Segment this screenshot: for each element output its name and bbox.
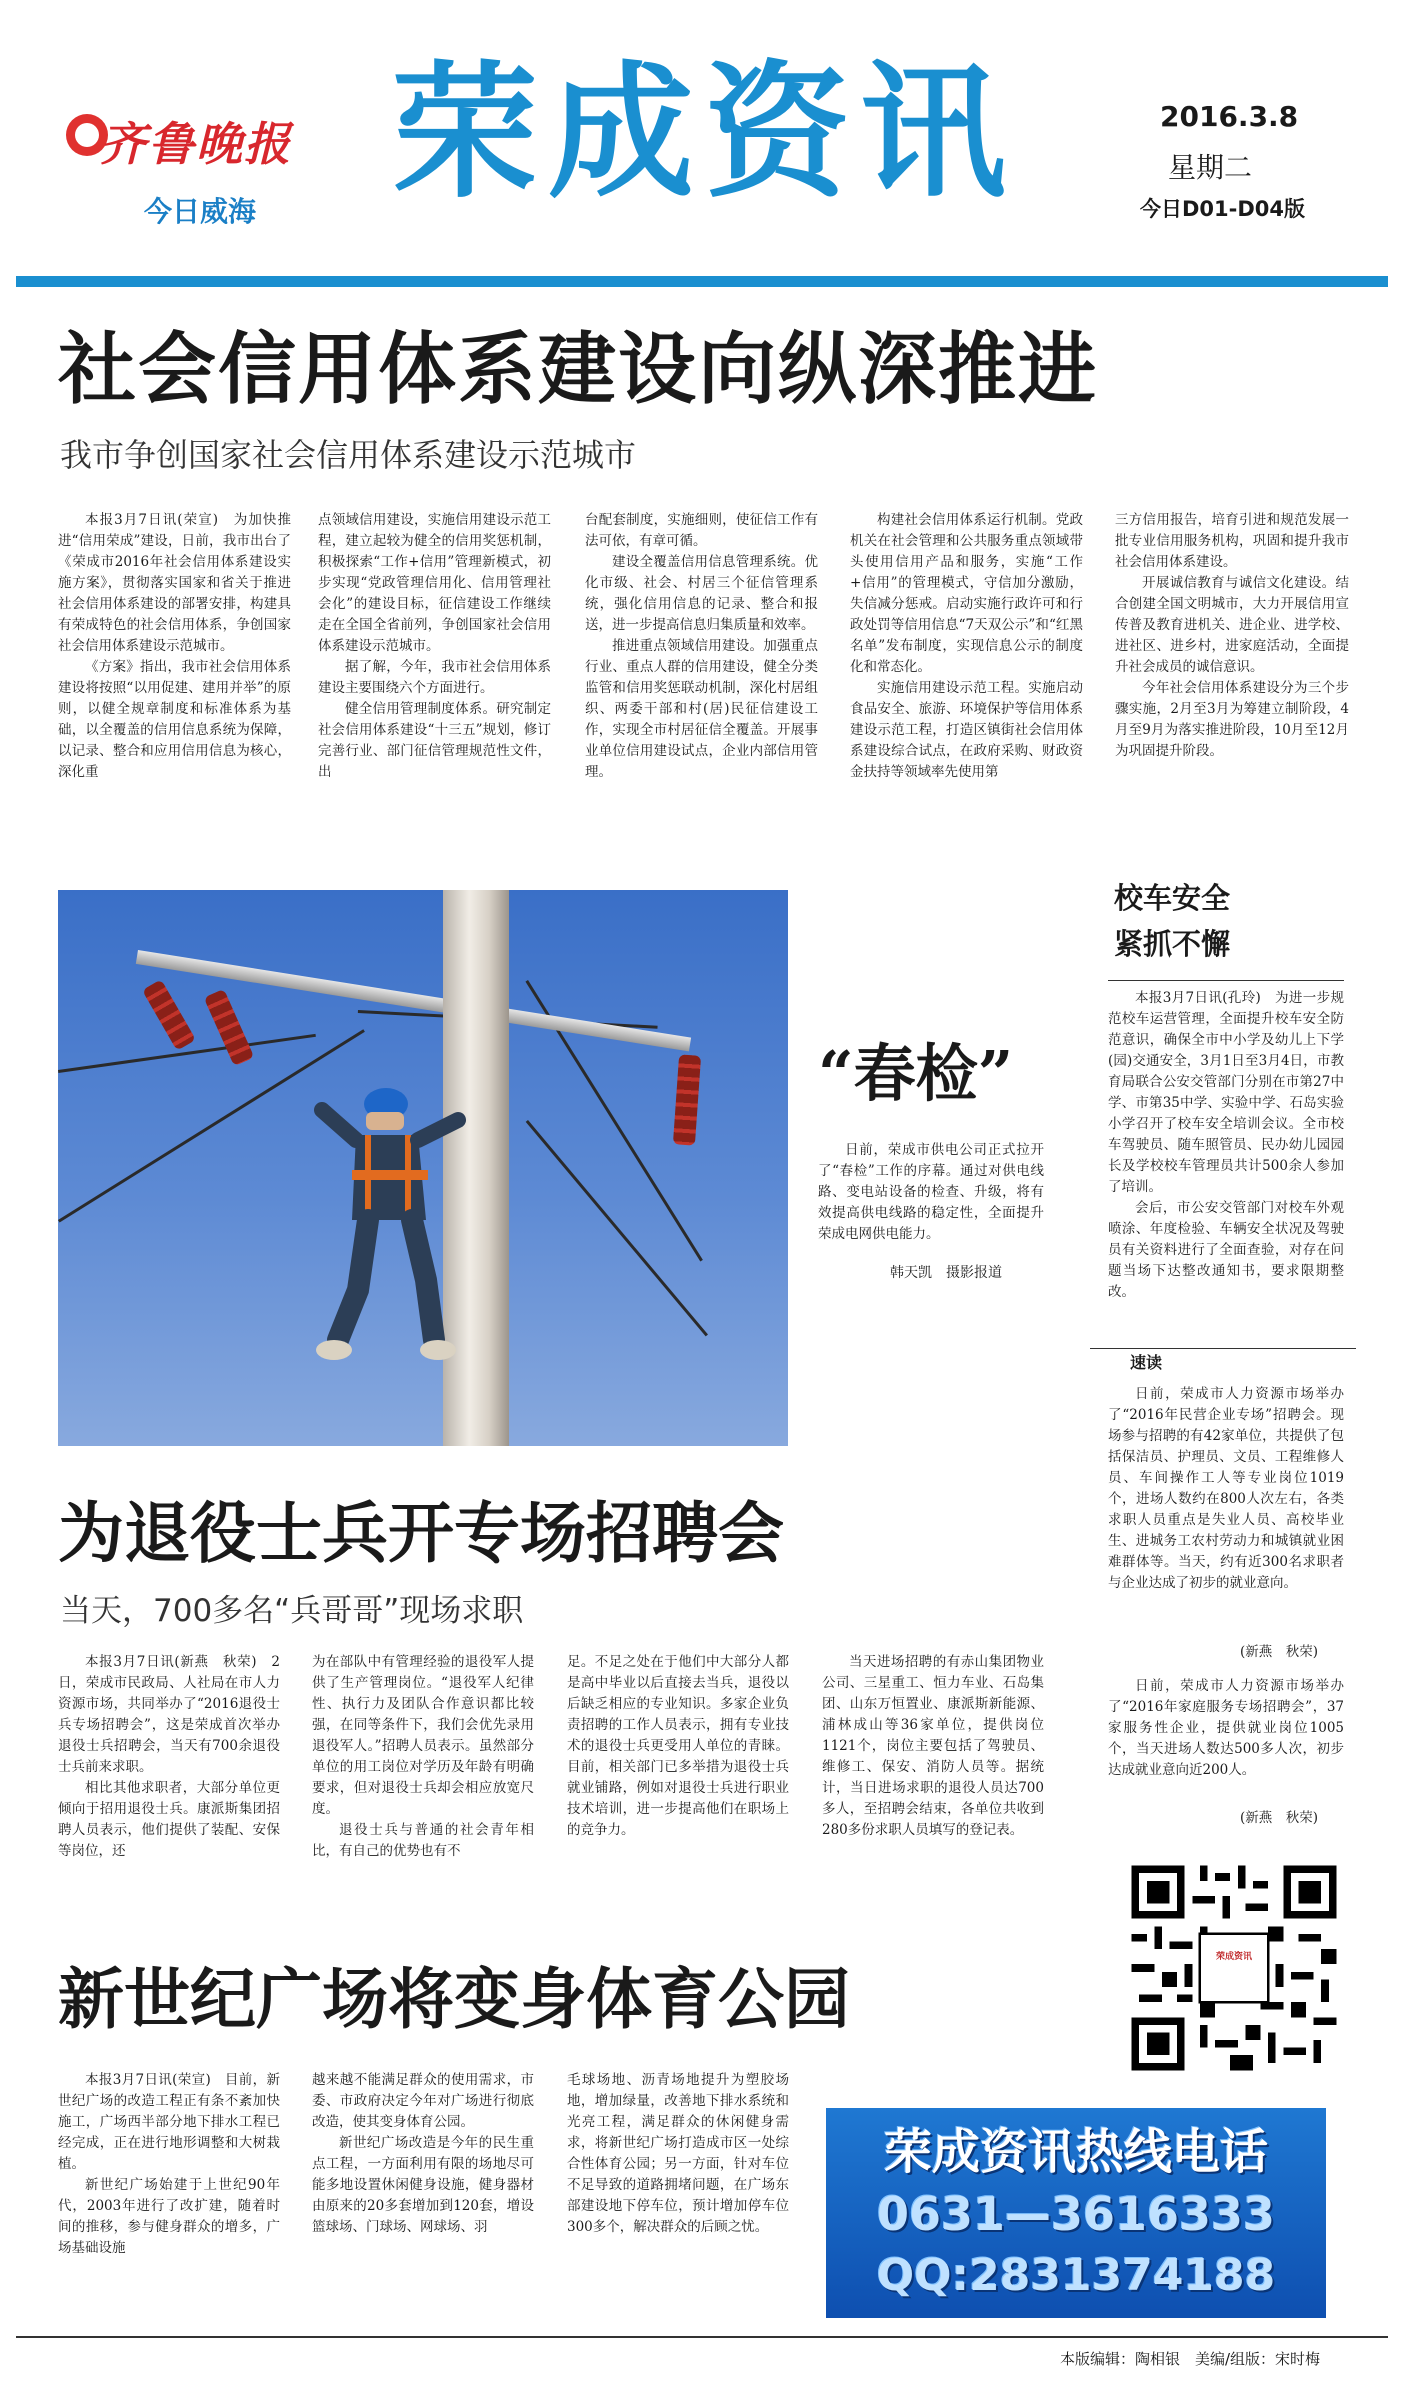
paragraph: 日前，荣成市人力资源市场举办了“2016年民营企业专场”招聘会。现场参与招聘的有42家单位，共提供了包括保洁员、护理员、文员、工程维修人员、车间操作工人等专业岗位1019个，进场人数约在800人次左右，各类求职人员重点是失业人员、高校毕业生、进城务工农村劳动力和城镇就业困难群体等。当天，约有近300名求职者与企业达成了初步的就业意向。 — [1108, 1386, 1344, 1591]
paragraph: 三方信用报告，培育引进和规范发展一批专业信用服务机构，巩固和提升我市社会信用体系建设。 — [1115, 512, 1349, 570]
brief-item-1 — [1108, 1384, 1344, 1594]
story1-column-4 — [850, 510, 1083, 835]
story3-column-3 — [567, 2070, 789, 2326]
brief-byline-2: (新燕 秋荣) — [1240, 1810, 1319, 1826]
paragraph: 足。不足之处在于他们中大部分人都是高中毕业以后直接去当兵，退役以后缺乏相应的专业知识。多家企业负责招聘的工作人员表示，拥有专业技术的退役士兵更受用人单位的青睐。目前，相关部门已多举措为退役士兵就业铺路，例如对退役士兵进行职业技术培训，进一步提高他们在职场上的竞争力。 — [567, 1654, 789, 1838]
footer-rule — [16, 2336, 1388, 2338]
brief-item-2 — [1108, 1676, 1344, 1781]
paragraph: 建设全覆盖信用信息管理系统。优化市级、社会、村居三个征信管理系统，强化信用信息的记录、整合和报送，进一步提高信息归集质量和效率。 — [585, 554, 818, 633]
hotline-title: 荣成资讯热线电话 — [883, 2124, 1268, 2180]
paragraph: 今年社会信用体系建设分为三个步骤实施，2月至3月为筹建立制阶段，4月至9月为落实推进阶段，10月至12月为巩固提升阶段。 — [1115, 680, 1349, 759]
paragraph: 构建社会信用体系运行机制。党政机关在社会管理和公共服务重点领域带头使用信用产品和服务，实施“工作+信用”的管理模式，守信加分激励，失信减分惩戒。启动实施行政许可和行政处罚等信用信息“7天双公示”和“红黑名单”发布制度，实现信息公示的制度化和常态化。 — [850, 512, 1083, 675]
hotline-banner — [826, 2108, 1326, 2318]
schoolbus-headline-2: 紧抓不懈 — [1114, 927, 1231, 961]
paragraph: 健全信用管理制度体系。研究制定社会信用体系建设“十三五”规划，修订完善行业、部门征信管理规范性文件，出 — [318, 701, 551, 780]
qr-code-icon — [1124, 1858, 1344, 2078]
paragraph: 点领域信用建设，实施信用建设示范工程，建立起较为健全的信用奖惩机制，积极探索“工作+信用”管理新模式，初步实现“党政管理信用化、信用管理社会化”的建设目标，征信建设工作继续走在全国全省前列，争创国家社会信用体系建设示范城市。 — [318, 512, 551, 654]
brief-byline-1: (新燕 秋荣) — [1240, 1644, 1319, 1660]
brief-label: 速读 — [1124, 1350, 1168, 1373]
paragraph: 据了解，今年，我市社会信用体系建设主要围绕六个方面进行。 — [318, 659, 551, 696]
paragraph: 本报3月7日讯(新燕 秋荣) 2日，荣成市民政局、人社局在市人力资源市场，共同举办了“2016退役士兵专场招聘会”，这是荣成首次举办退役士兵招聘会，当天有700余退役士兵前来求职。 — [58, 1654, 280, 1775]
issue-weekday: 星期二 — [1168, 151, 1253, 184]
story3-column-1 — [58, 2070, 280, 2326]
story2-column-1 — [58, 1652, 280, 1892]
paragraph: 开展诚信教育与诚信文化建设。结合创建全国文明城市，大力开展信用宣传普及教育进机关、进企业、进学校、进社区、进乡村，进家庭活动，全面提升社会成员的诚信意识。 — [1115, 575, 1349, 675]
paragraph: 退役士兵与普通的社会青年相比，有自己的优势也有不 — [312, 1822, 534, 1859]
story2-column-4 — [822, 1652, 1044, 1892]
paragraph: 越来越不能满足群众的使用需求，市委、市政府决定今年对广场进行彻底改造，使其变身体育公园。 — [312, 2072, 534, 2130]
story2-column-2 — [312, 1652, 534, 1892]
story3-headline: 新世纪广场将变身体育公园 — [58, 1961, 850, 2038]
qr-center-label: 荣成资讯 — [1215, 1952, 1252, 1962]
paragraph: 当天进场招聘的有赤山集团物业公司、三星重工、恒力车业、石岛集团、山东万恒置业、康派斯新能源、浦林成山等36家单位，提供岗位1121个，岗位主要包括了驾驶员、维修工、保安、消防人员等。据统计，当日进场求职的退役人员达700多人，至招聘会结束，各单位共收到280多份求职人员填写的登记表。 — [822, 1654, 1044, 1838]
region-label: 今日威海 — [144, 195, 257, 228]
lineman-photo — [58, 890, 788, 1446]
photo-caption-title: “春检” — [818, 1037, 1014, 1110]
story1-column-2 — [318, 510, 551, 835]
photo-caption-text: 日前，荣成市供电公司正式拉开了“春检”工作的序幕。通过对供电线路、变电站设备的检查、升级，将有效提高供电线路的稳定性，全面提升荣成电网供电能力。 — [818, 1142, 1044, 1242]
paragraph: 推进重点领域信用建设。加强重点行业、重点人群的信用建设，健全分类监管和信用奖惩联动机制，深化村居组织、两委干部和村(居)民征信建设工作，实现全市村居征信全覆盖。开展事业单位信用建设试点，企业内部信用管理。 — [585, 638, 818, 780]
paragraph: 本报3月7日讯(孔玲) 为进一步规范校车运营管理，全面提升校车安全防范意识，确保全市中小学及幼儿上下学(园)交通安全，3月1日至3月4日，市教育局联合公安交管部门分别在市第27中学、市第35中学、实验中学、石岛实验小学召开了校车安全培训会议。全市校车驾驶员、随车照管员、民办幼儿园园长及学校校车管理员共计500余人参加了培训。 — [1108, 990, 1344, 1195]
paragraph: 实施信用建设示范工程。实施启动食品安全、旅游、环境保护等信用体系建设示范工程，打造区镇街社会信用体系建设综合试点，在政府采购、财政资金扶持等领域率先使用第 — [850, 680, 1083, 780]
masthead-divider — [16, 276, 1388, 287]
insulator — [204, 989, 255, 1066]
spacer — [1104, 872, 1109, 962]
paragraph: 本报3月7日讯(荣宣) 目前，新世纪广场的改造工程正有条不紊加快施工，广场西半部分地下排水工程已经完成，正在进行地形调整和大树栽植。 — [58, 2072, 280, 2172]
schoolbus-headline-1: 校车安全 — [1114, 881, 1231, 915]
newspaper-logo: 齐鲁晚报 — [100, 117, 292, 171]
story1-column-3 — [585, 510, 818, 835]
paragraph: 《方案》指出，我市社会信用体系建设将按照“以用促建、建用并举”的原则，以健全规章制度和标准体系为基础，以全覆盖的信用信息系统为保障，以记录、整合和应用信用信息为核心，深化重 — [58, 659, 291, 780]
paragraph: 日前，荣成市人力资源市场举办了“2016年家庭服务专场招聘会”，37家服务性企业，提供就业岗位1005个，当天进场人数达500多人次，初步达成就业意向近200人。 — [1108, 1678, 1344, 1778]
story2-column-3 — [567, 1652, 789, 1892]
schoolbus-body — [1108, 988, 1344, 1303]
paragraph: 新世纪广场始建于上世纪90年代，2003年进行了改扩建，随着时间的推移，参与健身群众的增多，广场基础设施 — [58, 2177, 280, 2256]
paragraph: 相比其他求职者，大部分单位更倾向于招用退役士兵。康派斯集团招聘人员表示，他们提供了装配、安保等岗位，还 — [58, 1780, 280, 1859]
masthead-title: 荣成资讯 — [392, 48, 1016, 218]
hotline-phone[interactable]: 0631—3616333 — [876, 2187, 1276, 2241]
paragraph: 为在部队中有管理经验的退役军人提供了生产管理岗位。“退役军人纪律性、执行力及团队合作意识都比较强，在同等条件下，我们会优先录用退役军人。”招聘人员表示。虽然部分单位的用工岗位对学历及年龄有明确要求，但对退役士兵却会相应放宽尺度。 — [312, 1654, 534, 1817]
hotline-qq[interactable]: QQ:2831374188 — [876, 2250, 1276, 2301]
photo-caption — [818, 1140, 1044, 1245]
paragraph: 台配套制度，实施细则，使征信工作有法可依，有章可循。 — [585, 512, 818, 549]
paragraph: 毛球场地、沥青场地提升为塑胶场地，增加绿量，改善地下排水系统和光亮工程，满足群众的休闲健身需求，将新世纪广场打造成市区一处综合性体育公园；另一方面，针对车位不足导致的道路拥堵问题，在广场东部建设地下停车位，预计增加停车位300多个，解决群众的后顾之忧。 — [567, 2072, 789, 2235]
issue-pages: 今日D01-D04版 — [1140, 197, 1306, 221]
insulator — [142, 979, 196, 1051]
paragraph: 会后，市公安交管部门对校车外观喷涂、年度检验、车辆安全状况及驾驶员有关资料进行了全面查验，对存在问题当场下达整改通知书，要求限期整改。 — [1108, 1200, 1344, 1300]
story2-headline: 为退役士兵开专场招聘会 — [58, 1495, 784, 1572]
paragraph: 本报3月7日讯(荣宣) 为加快推进“信用荣成”建设，日前，我市出台了《荣成市2016年社会信用体系建设实施方案》，贯彻落实国家和省关于推进社会信用体系建设的部署安排，构建具有荣成特色的社会信用体系，争创国家社会信用体系建设示范城市。 — [58, 512, 291, 654]
insulator — [673, 1054, 701, 1145]
qr-code[interactable] — [1124, 1858, 1344, 2078]
page-credits: 本版编辑：陶相银 美编/组版：宋时梅 — [1060, 2350, 1321, 2368]
issue-date: 2016.3.8 — [1160, 100, 1299, 133]
lineman-figure — [308, 1080, 478, 1370]
story1-column-5 — [1115, 510, 1349, 835]
story2-subhead: 当天，700多名“兵哥哥”现场求职 — [60, 1593, 524, 1629]
story1-subhead: 我市争创国家社会信用体系建设示范城市 — [60, 436, 637, 474]
story1-column-1 — [58, 510, 291, 835]
paragraph: 新世纪广场改造是今年的民生重点工程，一方面利用有限的场地尽可能多地设置休闲健身设施，健身器材由原来的20多套增加到120套，增设篮球场、门球场、网球场、羽 — [312, 2135, 534, 2235]
photo-credit: 韩天凯 摄影报道 — [890, 1265, 1002, 1281]
story3-column-2 — [312, 2070, 534, 2326]
brief-rule — [1090, 1348, 1356, 1349]
story1-headline: 社会信用体系建设向纵深推进 — [58, 325, 1099, 415]
schoolbus-rule — [1108, 980, 1344, 981]
